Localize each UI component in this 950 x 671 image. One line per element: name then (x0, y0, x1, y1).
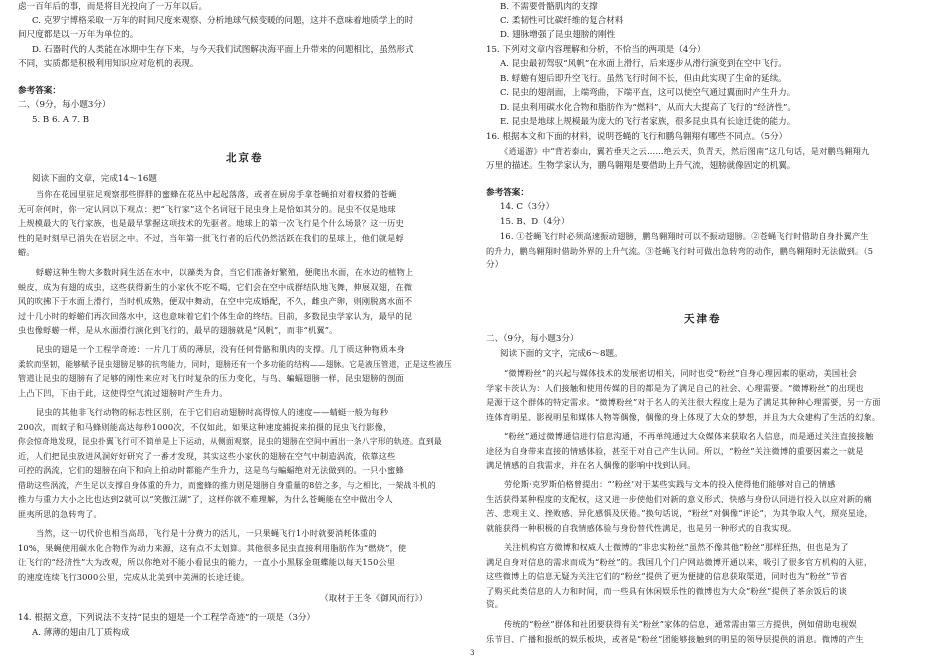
passage-line: 管道让昆虫的翅膀有了足够的刚性来应对飞行时复杂的压力变化，与鸟、蝙蝠翅膀一样，昆虫翅膀的剖面 (18, 373, 404, 383)
section-heading: 二、（9分，每小题3分） (486, 334, 579, 344)
answer-14: 14. C（3分） (500, 202, 555, 212)
passage-line: 资。 (486, 600, 504, 610)
passage-line: 蜕皮，成为有翅的成虫，这些获得新生的小家伙不吃不喝，它们会在空中成群结队地飞舞，伸展双翅，在微 (18, 282, 413, 292)
passage-line: “粉丝”通过微博通信进行信息沟通，不再单纯通过大众媒体来获取名人信息，而是通过关注直接接触 (504, 431, 874, 441)
material-line: 《逍遥游》中“背若泰山，翼若垂天之云……绝云天，负青天，然后图南”这几句话，是对鹏鸟翱翔九 (500, 146, 870, 156)
section-title-beijing: 北京卷 (226, 152, 264, 164)
passage-line: 蝣。 (18, 247, 35, 257)
passage-line: 满足情感的自我需求，并在名人偶像的影响中找到认同。 (486, 460, 696, 470)
passage-line: 昆虫的翅是一个工程学奇迹：一片几丁质的薄层，没有任何骨骼和肌肉的支撑。几丁质这种物质本身 (36, 344, 406, 354)
instruction: 阅读下面的文字，完成6～8题。 (500, 349, 623, 359)
passage-line: 10%，果蝇使用碳水化合物作为动力来源，这有点不太划算。其他很多昆虫直接利用脂肪作为“燃烧”，使 (18, 543, 407, 553)
passage-line: 借助这些涡流，产生足以支撑自身体重的升力，而蜜蜂的推力则是翅膀自身重量的8倍之多，与之相比，一架战斗机的 (18, 481, 436, 490)
passage-line: 风的吹拂下于水面上滑行，当时机成熟，便双中舞动，在空中完成婚配，不久，雌虫产卵，则刚脱离水面不 (18, 296, 413, 306)
passage-line: 劳伦斯·克罗斯伯格曾提出：“‘粉丝’对于某些实践与文本的投入使得他们能够对自己的情感 (504, 479, 836, 489)
option-d: D. 石器时代的人类能在冰期中生存下来，与今天我们试图解决海平面上升带来的问题相比，虽然形式 (32, 45, 414, 55)
answer-heading: 参考答案： (18, 86, 61, 96)
passage-line: 苦、悲观主义、挫败感、异化感惧及厌倦。”换句话说，“粉丝”对偶像“评论”，为其争取人气，照亮星途， (486, 508, 873, 518)
passage-line: 传统的“粉丝”群体和社团要获得有关“粉丝”家体的信息，通常需由第三方提供，例如借助电视娱 (504, 619, 858, 629)
answer-16-cont: 分） (486, 260, 504, 270)
section-title-tianjin: 天津卷 (684, 313, 722, 325)
option-b: B. 蜉蝣有翅后即升空飞行。虽然飞行时间不长，但由此实现了生命的延续。 (500, 74, 787, 84)
passage-line: 关注机构官方微博和权威人士微博的“非忠实粉丝”虽然不像其他“粉丝”那样狂热，但也是为了 (504, 542, 849, 552)
passage-line: 你会惊奇地发现，昆虫扑翼飞行可不简单是上下运动，从侧面观察，昆虫的翅膀在空间中画出一条八字形的轨迹。直到最 (18, 437, 442, 446)
passage-line: 的速度连续飞行3000公里，完成从北美到中美洲的长途迁徙。 (18, 572, 250, 582)
passage-line: 上凸下凹，下由于此，这使得空气流过翅膀时产生升力。 (18, 388, 228, 398)
text-line: 不同，实质都是积极利用知识应对危机的表现。 (18, 59, 199, 69)
passage-line: 过十几小时的蜉蝣们再次回落水中，这也意味着它们个体生命的终结。目前，多数昆虫学家认为，最早的昆 (18, 311, 413, 321)
question-14: 14. 根据文意，下列说法不支持“昆虫的翅是一个工程学奇迹”的一项是（3分） (18, 613, 316, 623)
passage-line: 当然，这一切代价也相当高昂，飞行是十分费力的活儿，一只果蝇飞行1小时就要消耗体重的 (36, 528, 377, 538)
passage-line: 虫也像蜉蝣一样，是从水面滑行演化到飞行的，最早的翅膀就是“风帆”，而非“机翼”。 (18, 325, 338, 335)
option-c: C. 克罗宁博格采取一万年的时间尺度来观察、分析地球气候变暖的问题，这并不意味着地质学上的时 (32, 16, 414, 26)
text-line: 虑一百年后的事，而是将目光投向了一万年以后。 (18, 2, 208, 12)
instruction: 阅读下面的文章，完成14～16题 (32, 174, 157, 184)
passage-line: 生活获得某种程度的支配权，这又进一步使他们对新的意义形式、快感与身份认同进行投入以应对新的痛 (486, 494, 872, 504)
passage-line: 当你在花园里驻足观察那些胖胖的蜜蜂在花丛中起起落落，或者在厨房手拿苍蝇拍对着权猾的苍蝇 (36, 189, 397, 199)
option-a: A. 薄薄的翅由几丁质构成 (32, 628, 130, 638)
answer-16-cont: 的升力，鹏鸟翱翔时借助外界的上升气流。③苍蝇飞行时可做出急转弯的动作，鹏鸟翱翔时无法做到。（5 (486, 246, 874, 256)
source-citation: （取材于王冬《御风而行》） (320, 594, 428, 604)
passage-line: 途径为自身带来直接的情感体验，甚至于对自己产生认同。所以，“粉丝”关注微博的重要因素之一就是 (486, 446, 864, 456)
answer-16: 16. ①苍蝇飞行时必须高速振动翅膀，鹏鸟翱翔时可以不振动翅膀。②苍蝇飞行时借助自身扑翼产生 (500, 231, 869, 241)
passage-line: 匪夷所思的急转弯了。 (18, 509, 102, 519)
option-d: D. 翅脉增强了昆虫翅膀的刚性 (500, 30, 616, 40)
passage-line: 这些微博上的信息无疑为关注它们的“粉丝”提供了更为便捷的信息获取渠道，同时也为“粉丝”节省 (486, 571, 848, 581)
passage-line: 200次，而蚊子和马蜂则能高达每秒1000次，不仅如此，如果这种速度捕捉来拍摄的昆虫飞行影像， (18, 422, 392, 432)
text-line: 间尺度都是以一万年为单位的。 (18, 30, 139, 40)
option-c: C. 昆虫的翅剖面，上端弯曲，下端平直，这可以使空气通过翼面时产生升力。 (500, 88, 796, 98)
passage-line: 学家卡茨认为：人们接触和使用传媒的目的都是为了满足自己的社会、心理需要。“微博粉丝”的出现也 (486, 383, 864, 393)
option-c: C. 柔韧性可比碳纤维的复合材料 (500, 16, 624, 26)
passage-line: 蜉蝣这种生物大多数时间生活在水中，以藻类为食，当它们准备好繁殖，便爬出水面，在水边的植物上 (36, 267, 414, 277)
passage-line: 性的是时刻早已消失在岩层之中。不过，当年第一批飞行者的后代仍然活跃在我们的星球上，他们就是蜉 (18, 233, 404, 243)
passage-line: 昆虫的其他非飞行动物的标志性区别，在于它们启动翅膀时高得惊人的速度——蜻蜓一般为每秒 (36, 407, 389, 417)
passage-line: 柔软而坚韧，能够赋予昆虫翅膀足够的抗弯能力，同时，翅膀还有一个多功能的结构——翅脉。它是液压管道，正是这些液压 (18, 360, 452, 369)
passage-line: 乐节目、广播和报纸的娱乐板块，或者是“粉丝”团能够接触到的明星的领导层提供的消息。微博的产生 (486, 634, 864, 644)
option-d: D. 昆虫利用碳水化合物和脂肪作为“燃料”，从而大大提高了飞行的“经济性”。 (500, 103, 797, 113)
question-15: 15. 下列对文章内容理解和分析，不恰当的两项是（4分） (486, 45, 706, 55)
passage-line: 了购买此类信息的人力和时间，而一些具有休闲娱乐性的微博也为大众“粉丝”提供了茶余饭后的谈 (486, 586, 848, 596)
option-b: B. 不需要骨骼肌肉的支撑 (500, 2, 598, 12)
answer-values: 5. B 6. A 7. B (32, 115, 90, 125)
passage-line: 满足自身对信息的需求而成为“粉丝”的。我国几个门户网站微博开通以来，吸引了很多官方机构的入驻， (486, 557, 873, 567)
question-16: 16. 根据本文和下面的材料，说明苍蝇的飞行和鹏鸟翱翔有哪些不同点。（5分） (486, 132, 788, 142)
page-number: 3 (470, 649, 475, 657)
answer-heading: 参考答案： (486, 188, 529, 198)
passage-line: 无可奈何时，你一定认同以下观点：把“飞行家”这个名词冠于昆虫身上是恰如其分的。昆虫不仅是地球 (18, 204, 396, 214)
passage-line: 上规模最大的飞行家族，也是最早掌握这项技术的先驱者。地球上的第一次飞行是个什么场景？这一历史 (18, 218, 404, 228)
passage-line: 是源于这个群体的特定需求。“微博粉丝”对于名人的关注很大程度上是为了满足其种种心理需要，另一方面 (486, 397, 881, 407)
answer-section: 二、（9分，每小题3分） (18, 100, 111, 110)
passage-line: 可控的涡流，它们的翅膀在向下和向上拍动时都能产生升力，这是鸟与蝙蝠绝对无法做到的。一只小蜜蜂 (18, 465, 404, 475)
material-line: 万里的描述。生物学家认为，鹏鸟翱翔是要借助上升气流，翅膀就像固定的机翼。 (486, 161, 796, 171)
passage-line: 近，人们把昆虫放进风洞好好研究了一番才发现，其实这些小家伙的翅膀在空气中制造涡流，依靠这些 (18, 451, 396, 461)
passage-line: “微博粉丝”的兴起与媒体技术的发展密切相关，同时也受“粉丝”自身心理因素的驱动，美国社会 (504, 368, 858, 378)
option-e: E. 昆虫是地球上规模最为庞大的飞行者家族，很多昆虫具有长途迁徙的能力。 (500, 117, 796, 127)
option-a: A. 昆虫最初驾驭“风帆”在水面上滑行，后来逐步从滑行演变到在空中飞行。 (500, 59, 787, 69)
answer-15: 15. B、D（4分） (500, 217, 570, 227)
passage-line: 推力与重力大小之比也达到2就可以“笑傲江湖”了，这样你就不难理解，为什么苍蝇能在空中做出令人 (18, 494, 393, 504)
passage-line: 连体育明星、影视明星和媒体人物等偶像，偶像的身上体现了大众的梦想，并且为大众建构了生活的幻象。 (486, 412, 881, 422)
passage-line: 让飞行的“经济性”大为改观，所以你绝对不能小看昆虫的能力，一直小小黑豚金斑蝶能以每天150公里 (18, 557, 396, 567)
passage-line: 就能获得一种积极的自我情感体验与身份替代性满足，也是另一种形式的自我实现。 (486, 523, 797, 533)
